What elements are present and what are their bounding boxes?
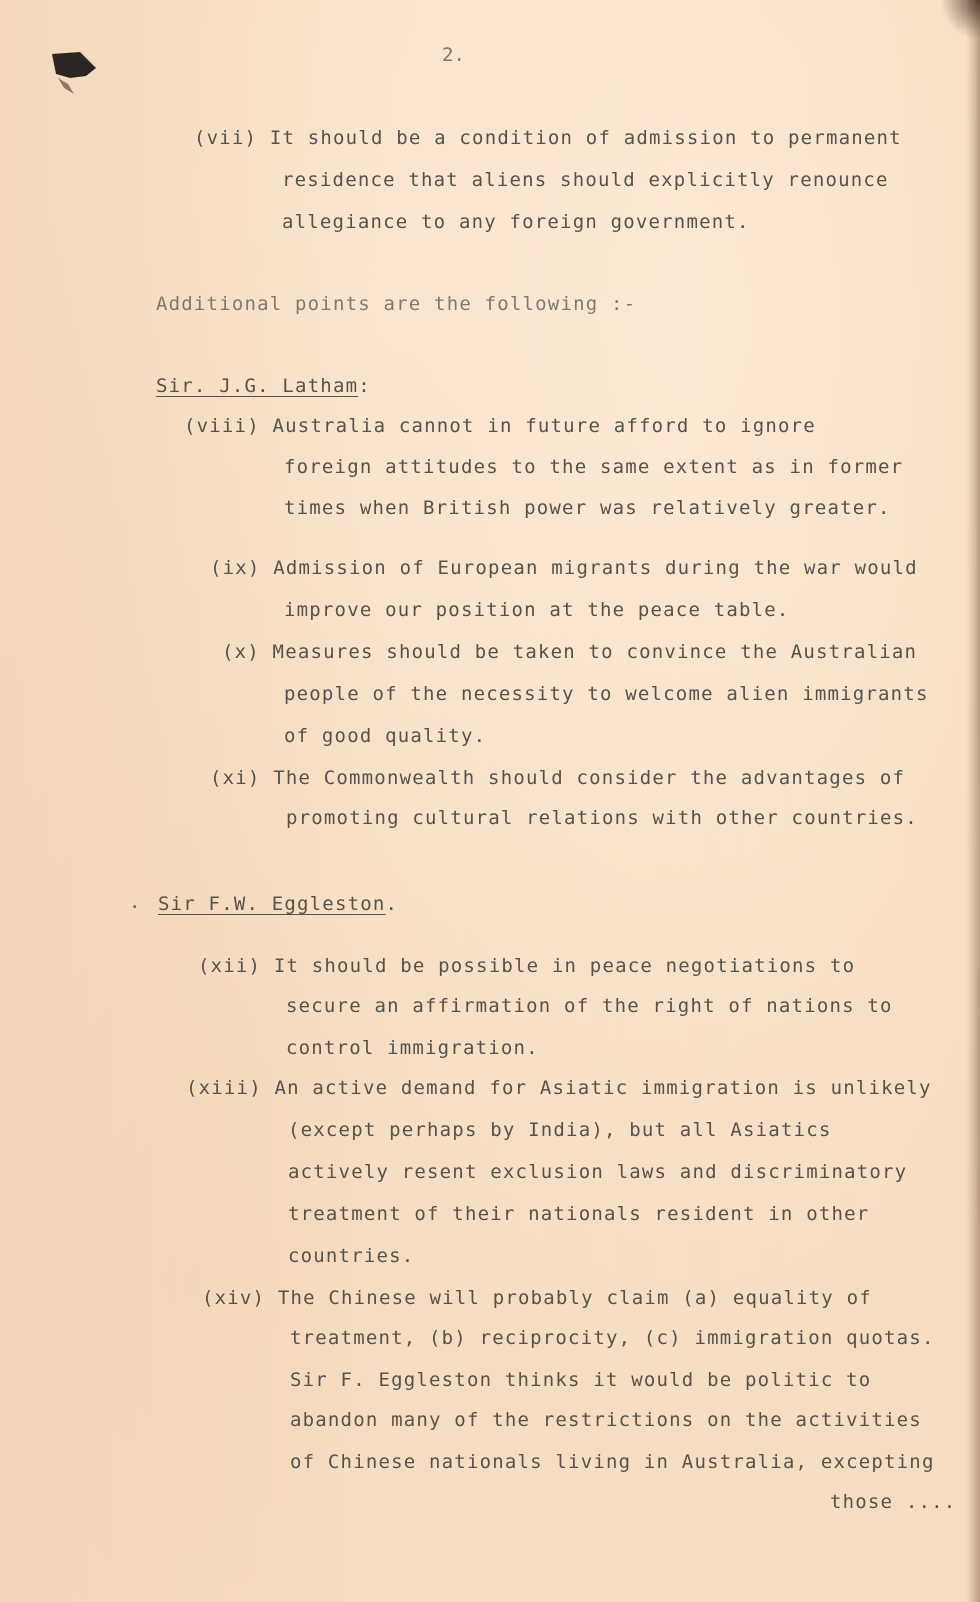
section-heading-eggleston-name: Sir F.W. Eggleston (158, 893, 386, 915)
item-vii-line-2: residence that aliens should explicitly renounce (282, 169, 889, 191)
item-xii-line-1: (xii) It should be possible in peace negotiations to (198, 955, 856, 977)
intro-text: Additional points are the following :- (156, 293, 637, 315)
item-xiii-line-5: countries. (288, 1245, 415, 1267)
section-heading-latham (156, 374, 371, 398)
page-corner-shadow (940, 0, 980, 40)
item-viii-line-1: (viii) Australia cannot in future afford to ignore (184, 415, 816, 437)
section-heading-eggleston (158, 892, 398, 916)
page-edge-shadow (966, 0, 980, 1602)
page-number: 2. (442, 44, 465, 66)
item-ix-line-1: (ix) Admission of European migrants during the war would (210, 557, 918, 579)
item-xi-line-2: promoting cultural relations with other countries. (286, 807, 918, 829)
item-x-line-1: (x) Measures should be taken to convince the Australian (222, 641, 918, 663)
item-vii-line-1: (vii) It should be a condition of admission to permanent (194, 127, 902, 149)
item-viii-line-2: foreign attitudes to the same extent as in former (284, 456, 904, 478)
punch-hole-icon (50, 50, 100, 96)
item-xiii-line-1: (xiii) An active demand for Asiatic immigration is unlikely (186, 1077, 932, 1099)
section-heading-latham-suffix: : (358, 375, 371, 397)
item-vii-line-3: allegiance to any foreign government. (282, 211, 750, 233)
item-xii-line-3: control immigration. (286, 1037, 539, 1059)
item-x-line-3: of good quality. (284, 725, 487, 747)
catchword: those .... (830, 1491, 957, 1513)
item-viii-line-3: times when British power was relatively greater. (284, 497, 891, 519)
item-ix-line-2: improve our position at the peace table. (284, 599, 790, 621)
item-xi-line-1: (xi) The Commonwealth should consider the advantages of (210, 767, 906, 789)
item-xiii-line-2: (except perhaps by India), but all Asiatics (288, 1119, 832, 1141)
section-heading-latham-name: Sir. J.G. Latham (156, 375, 359, 397)
item-xii-line-2: secure an affirmation of the right of nations to (286, 995, 893, 1017)
margin-bullet: · (129, 896, 141, 918)
item-xiv-line-3: Sir F. Eggleston thinks it would be politic to (290, 1369, 872, 1391)
item-xiv-line-4: abandon many of the restrictions on the activities (290, 1409, 922, 1431)
item-xiv-line-5: of Chinese nationals living in Australia, excepting (290, 1451, 935, 1473)
item-xiii-line-4: treatment of their nationals resident in other (288, 1203, 870, 1225)
item-x-line-2: people of the necessity to welcome alien immigrants (284, 683, 929, 705)
item-xiv-line-1: (xiv) The Chinese will probably claim (a) equality of (202, 1287, 872, 1309)
section-heading-eggleston-suffix: . (385, 893, 399, 915)
item-xiv-line-2: treatment, (b) reciprocity, (c) immigration quotas. (290, 1327, 935, 1349)
item-xiii-line-3: actively resent exclusion laws and discriminatory (288, 1161, 908, 1183)
